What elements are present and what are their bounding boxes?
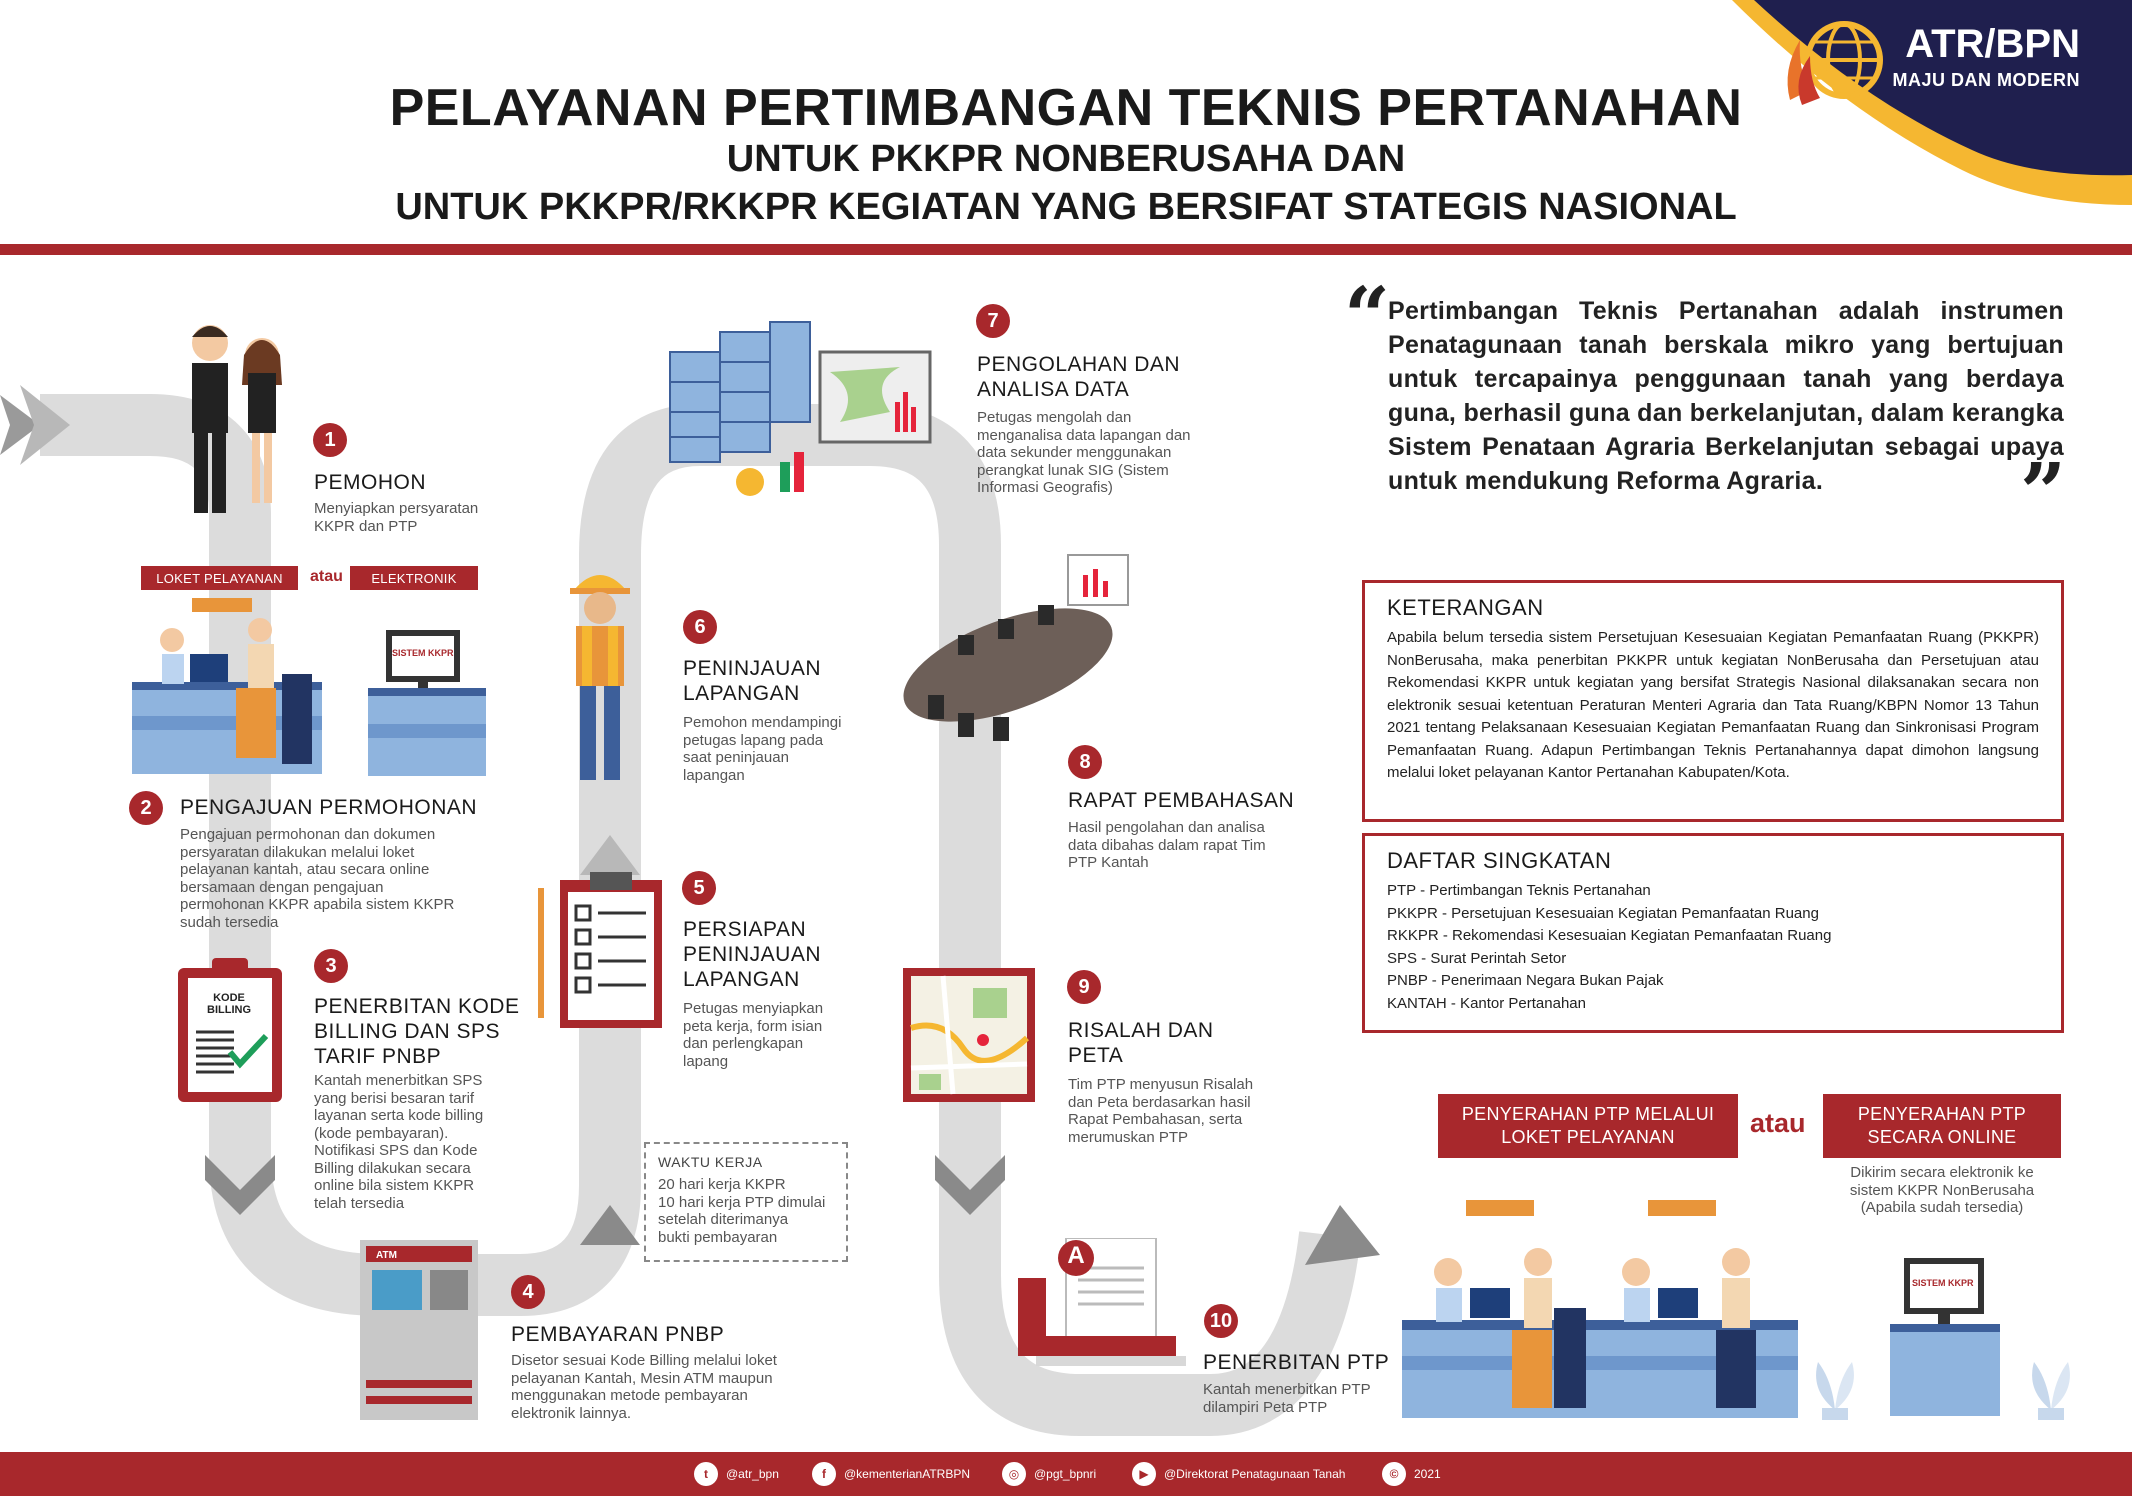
- keterangan-body: Apabila belum tersedia sistem Persetujuan Kesesuaian Kegiatan Pemanfaatan Ruang (PKKPR) NonBerusaha, maka penerbitan PKKPR untuk kegiatan NonBerusaha dan Persetujuan atau Rekomendasi KKPR untuk kegiatan yang bersifat Strategis Nasional dilaksanakan secara non elektronik sesuai ketentuan Peraturan Menteri Agraria dan Tata Ruang/KBPN Nomor 13 Tahun 2021 tentang Pelaksanaan Kesesuaian Kegiatan Pemanfaatan Ruang dan Sinkronisasi Program Pemanfaatan Ruang. Adapun Pertimbangan Teknis Pertanahannya dapat dimohon langsung melalui loket pelayanan Kantor Pertanahan Kabupaten/Kota.: [1387, 629, 2039, 781]
- social-instagram[interactable]: [1002, 1460, 1096, 1488]
- social-handle: @Direktorat Penatagunaan Tanah: [1164, 1467, 1346, 1481]
- step-1-desc: Menyiapkan persyaratan KKPR dan PTP: [314, 500, 479, 535]
- logo-tagline: MAJU DAN MODERN: [1892, 70, 2080, 90]
- social-handle: @kementerianATRBPN: [844, 1467, 970, 1481]
- step-6-badge: 6: [683, 610, 717, 644]
- social-facebook[interactable]: [812, 1460, 970, 1488]
- doc-letter-a: A: [1067, 1242, 1085, 1269]
- step-1-badge: 1: [313, 423, 347, 457]
- step-3-desc: Kantah menerbitkan SPS yang berisi besaran tarif layanan serta kode billing (kode pembayaran). Notifikasi SPS dan Kode Billing dilakukan secara online bila sistem KKPR telah tersedia: [314, 1072, 484, 1212]
- copyright-year: 2021: [1414, 1467, 1441, 1481]
- sistem-kkpr-screen-label: SISTEM KKPR: [392, 648, 454, 658]
- handover-atau-label: atau: [1750, 1108, 1806, 1138]
- atm-label: ATM: [376, 1250, 397, 1261]
- loket-pelayanan-label: LOKET PELAYANAN: [141, 566, 298, 590]
- abbreviation-box: [1362, 833, 2064, 1033]
- step-2-desc: Pengajuan permohonan dan dokumen persyaratan dilakukan melalui loket pelayanan kantah, atau secara online bersamaan dengan pengajuan permohonan KKPR apabila sistem KKPR sudah tersedia: [180, 826, 455, 931]
- step-4-title: PEMBAYARAN PNBP: [511, 1323, 725, 1346]
- step-8-title: RAPAT PEMBAHASAN: [1068, 789, 1295, 812]
- abbreviation-item: PKKPR - Persetujuan Kesesuaian Kegiatan Pemanfaatan Ruang: [1387, 904, 1819, 922]
- handover-counter-illustration: [1402, 1196, 1798, 1418]
- step-2-badge: 2: [129, 791, 163, 825]
- billing-document-illustration: [178, 950, 282, 1102]
- applicant-couple-illustration: [170, 315, 300, 525]
- working-time-line: setelah diterimanya: [658, 1211, 789, 1228]
- header-divider: [0, 244, 2132, 255]
- working-time-line: 20 hari kerja KKPR: [658, 1176, 786, 1193]
- twitter-icon: t: [694, 1462, 718, 1486]
- logo-name: ATR/BPN: [1905, 22, 2080, 66]
- billing-document-label: KODE BILLING: [207, 992, 251, 1016]
- step-10-title: PENERBITAN PTP: [1203, 1351, 1390, 1374]
- social-copyright: [1382, 1460, 1441, 1488]
- page-title: PELAYANAN PERTIMBANGAN TEKNIS PERTANAHAN: [389, 79, 1743, 137]
- definition-quote: Pertimbangan Teknis Pertanahan adalah instrumen Penatagunaan tanah berskala mikro yang bertujuan untuk tercapainya penggunaan tanah yang berdaya guna, berhasil guna dan berkelanjutan, dalam kerangka Sistem Penataan Agraria Berkelanjutan sebagai upaya untuk mendukung Reforma Agraria.: [1388, 297, 2064, 495]
- map-illustration: [903, 968, 1035, 1102]
- step-9-badge: 9: [1067, 970, 1101, 1004]
- step-1-title: PEMOHON: [314, 471, 427, 494]
- step-8-desc: Hasil pengolahan dan analisa data dibahas dalam rapat Tim PTP Kantah: [1068, 819, 1266, 871]
- step-5-badge: 5: [682, 871, 716, 905]
- handover-online-label: PENYERAHAN PTP SECARA ONLINE: [1823, 1094, 2061, 1158]
- step-6-title: PENINJAUAN LAPANGAN: [683, 657, 822, 705]
- step-3-title: PENERBITAN KODE BILLING DAN SPS TARIF PNBP: [314, 995, 520, 1068]
- social-handle: @pgt_bpnri: [1034, 1467, 1097, 1481]
- step-10-desc: Kantah menerbitkan PTP dilampiri Peta PTP: [1203, 1381, 1371, 1416]
- keterangan-title: KETERANGAN: [1387, 595, 1544, 620]
- working-time-line: bukti pembayaran: [658, 1228, 778, 1246]
- social-youtube[interactable]: [1132, 1460, 1345, 1488]
- step-8-badge: 8: [1068, 745, 1102, 779]
- step-9-desc: Tim PTP menyusun Risalah dan Peta berdasarkan hasil Rapat Pembahasan, serta merumuskan PTP: [1068, 1076, 1254, 1146]
- copyright-icon: ©: [1382, 1462, 1406, 1486]
- step-5-title: PERSIAPAN PENINJAUAN LAPANGAN: [683, 918, 822, 991]
- step-10-badge: 10: [1204, 1304, 1238, 1338]
- keterangan-box: [1362, 580, 2064, 822]
- service-counter-illustration: [132, 596, 332, 776]
- elektronik-label: ELEKTRONIK: [350, 566, 478, 590]
- atr-bpn-globe-icon: [1780, 10, 1890, 110]
- instagram-icon: ◎: [1002, 1462, 1026, 1486]
- step-4-desc: Disetor sesuai Kode Billing melalui loket pelayanan Kantah, Mesin ATM maupun menggunakan metode pembayaran elektronik lainnya.: [511, 1352, 777, 1422]
- abbreviation-title: DAFTAR SINGKATAN: [1387, 848, 1612, 873]
- social-handle: @atr_bpn: [726, 1467, 779, 1481]
- facebook-icon: f: [812, 1462, 836, 1486]
- meeting-room-illustration: [898, 545, 1148, 755]
- step-9-title: RISALAH DAN PETA: [1068, 1019, 1214, 1067]
- abbreviation-item: KANTAH - Kantor Pertanahan: [1387, 994, 1586, 1012]
- social-twitter[interactable]: [694, 1460, 779, 1488]
- youtube-icon: ▶: [1132, 1462, 1156, 1486]
- handover-online-desc: Dikirim secara elektronik ke sistem KKPR NonBerusaha (Apabila sudah tersedia): [1849, 1164, 2035, 1216]
- step-2-title: PENGAJUAN PERMOHONAN: [180, 796, 478, 819]
- page-subtitle-line2: UNTUK PKKPR/RKKPR KEGIATAN YANG BERSIFAT STATEGIS NASIONAL: [395, 186, 1737, 228]
- quote-open-icon: “: [1344, 269, 1391, 363]
- abbreviation-item: RKKPR - Rekomendasi Kesesuaian Kegiatan Pemanfaatan Ruang: [1387, 927, 1832, 944]
- atm-machine-illustration: [360, 1240, 478, 1420]
- abbreviation-item: SPS - Surat Perintah Setor: [1387, 949, 1567, 967]
- step-6-desc: Pemohon mendampingi petugas lapang pada saat peninjauan lapangan: [683, 714, 842, 784]
- data-server-analysis-illustration: [660, 312, 940, 502]
- abbreviation-item: PTP - Pertimbangan Teknis Pertanahan: [1387, 882, 1651, 899]
- clipboard-checklist-illustration: [538, 868, 662, 1028]
- plant-icon: [2016, 1350, 2086, 1420]
- field-officer-illustration: [560, 560, 640, 790]
- abbreviation-item: PNBP - Penerimaan Negara Bukan Pajak: [1387, 972, 1664, 989]
- step-7-desc: Petugas mengolah dan menganalisa data lapangan dan data sekunder menggunakan perangkat lunak SIG (Sistem Informasi Geografis): [977, 409, 1191, 496]
- working-time-box: [644, 1142, 848, 1262]
- plant-icon: [1800, 1350, 1870, 1420]
- working-time-line: 10 hari kerja PTP dimulai: [658, 1193, 826, 1211]
- quote-close-icon: ”: [2020, 445, 2067, 539]
- step-7-badge: 7: [976, 304, 1010, 338]
- page-subtitle-line1: UNTUK PKKPR NONBERUSAHA DAN: [726, 138, 1406, 180]
- step-7-title: PENGOLAHAN DAN ANALISA DATA: [977, 353, 1181, 401]
- ptp-document-illustration: [1016, 1238, 1196, 1372]
- handover-sistem-kkpr-label: SISTEM KKPR: [1912, 1278, 1974, 1288]
- atau-label-small: atau: [310, 568, 343, 585]
- step-5-desc: Petugas menyiapkan peta kerja, form isian dan perlengkapan lapang: [683, 1000, 824, 1070]
- working-time-title: WAKTU KERJA: [658, 1154, 763, 1170]
- handover-loket-label: PENYERAHAN PTP MELALUI LOKET PELAYANAN: [1438, 1094, 1738, 1158]
- step-4-badge: 4: [511, 1275, 545, 1309]
- step-3-badge: 3: [314, 949, 348, 983]
